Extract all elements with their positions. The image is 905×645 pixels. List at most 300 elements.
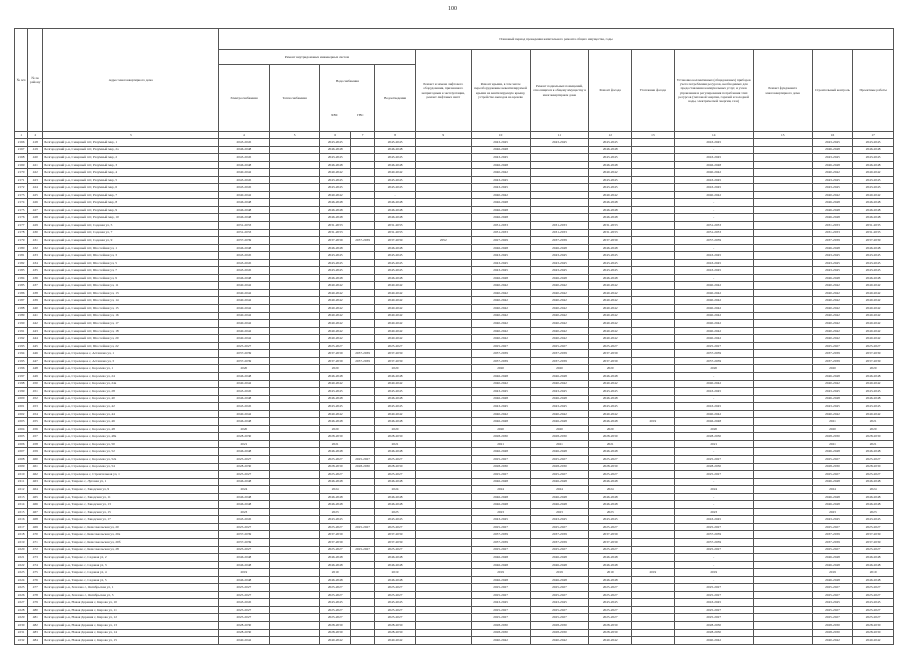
row-cell: 2025-2027 xyxy=(589,455,632,463)
row-cell: 2046-2048 xyxy=(530,576,589,584)
row-cell: 2043-2045 xyxy=(853,403,894,411)
row-cell xyxy=(415,554,471,562)
row-cell: 2025-2027 xyxy=(674,591,753,599)
row-cell: 2025-2027 xyxy=(812,584,853,592)
row-cell: 2040-2042 xyxy=(471,305,530,313)
row-cell: 2046-2048 xyxy=(219,214,270,222)
table-row xyxy=(15,448,894,456)
row-cell: 2040-2042 xyxy=(471,169,530,177)
row-cell: 2037-2039 xyxy=(812,237,853,245)
row-cell: 2043-2045 xyxy=(320,259,350,267)
row-cell: 2023 xyxy=(589,508,632,516)
table-row xyxy=(15,252,894,260)
row-cell: 2040-2042 xyxy=(530,320,589,328)
row-cell xyxy=(415,546,471,554)
row-cell: 2040-2042 xyxy=(812,297,853,305)
row-cell xyxy=(753,584,812,592)
row-cell: 2040-2042 xyxy=(530,312,589,320)
row-address: Белгородский р-н, Новая Деревня с, Кирова ул, 13 xyxy=(43,622,219,630)
row-cell: 2046-2048 xyxy=(471,274,530,282)
row-cell: 2037-2039 xyxy=(530,357,589,365)
row-cell: 2025-2027 xyxy=(589,606,632,614)
row-cell: 2046-2048 xyxy=(219,146,270,154)
row-cell: 2040-2042 xyxy=(530,297,589,305)
row-cell xyxy=(415,274,471,282)
row-cell: 2046-2048 xyxy=(812,554,853,562)
table-row xyxy=(15,599,894,607)
row-cell xyxy=(415,606,471,614)
row-cell: 2031-2033 xyxy=(375,222,416,230)
row-cell xyxy=(415,289,471,297)
row-cell: 2040-2042 xyxy=(589,312,632,320)
row-cell: 2046-2048 xyxy=(219,372,270,380)
row-cell: - xyxy=(674,199,753,207)
row-cell: 2028-2030 xyxy=(375,629,416,637)
row-address: Белгородский р-н, Северный пгт, Шоссейная ул, 18 xyxy=(43,327,219,335)
row-cell: 2046-2048 xyxy=(320,199,350,207)
row-cell: 2040-2042 xyxy=(589,191,632,199)
row-cell: 2046-2048 xyxy=(589,554,632,562)
row-cell: 2043-2045 xyxy=(375,267,416,275)
row-cell: - xyxy=(674,372,753,380)
row-cell: 2040-2042 xyxy=(219,320,270,328)
row-cell: 2043-2045 xyxy=(674,403,753,411)
row-cell xyxy=(632,274,675,282)
row-cell: 2046-2048 xyxy=(530,395,589,403)
row-cell: 2043-2045 xyxy=(853,516,894,524)
row-cell xyxy=(530,154,589,162)
row-cell: 2025-2027 xyxy=(219,591,270,599)
header-fund: Утепление фасада xyxy=(632,50,675,132)
row-cell xyxy=(632,388,675,396)
row-cell: 2028-2030 xyxy=(530,622,589,630)
column-number: 14 xyxy=(674,132,753,139)
row-cell: 2024 xyxy=(219,486,270,494)
table-row xyxy=(15,222,894,230)
row-cell xyxy=(350,259,374,267)
row-number: 2175 xyxy=(15,206,28,214)
row-cell xyxy=(415,252,471,260)
row-cell: 2028-2030 xyxy=(375,433,416,441)
row-cell: 2040-2042 xyxy=(853,169,894,177)
row-cell: 2046-2048 xyxy=(471,199,530,207)
row-cell: 2019 xyxy=(632,569,675,577)
row-address: Белгородский р-н, Северный пгт, Шоссейная ул, 9 xyxy=(43,274,219,282)
row-cell: 2040-2042 xyxy=(320,380,350,388)
row-district-number: 449 xyxy=(28,372,43,380)
row-cell: 2021 xyxy=(853,418,894,426)
row-cell: 2025-2027 xyxy=(589,591,632,599)
row-cell: 2040-2042 xyxy=(589,297,632,305)
row-cell: 2037-2039 xyxy=(674,237,753,245)
row-cell xyxy=(415,418,471,426)
row-cell xyxy=(350,199,374,207)
row-cell: 2046-2048 xyxy=(375,418,416,426)
row-number: 2221 xyxy=(15,554,28,562)
row-cell: 2043-2045 xyxy=(530,267,589,275)
row-cell xyxy=(269,274,320,282)
row-cell xyxy=(269,191,320,199)
row-cell xyxy=(350,222,374,230)
row-cell: 2043-2045 xyxy=(471,599,530,607)
row-cell: 2025-2027 xyxy=(219,342,270,350)
row-cell xyxy=(530,199,589,207)
row-cell: 2046-2048 xyxy=(375,146,416,154)
row-cell: 2043-2045 xyxy=(589,403,632,411)
row-cell: 2031-2033 xyxy=(589,222,632,230)
row-cell: 2046-2048 xyxy=(674,418,753,426)
row-cell: 2028-2030 xyxy=(674,463,753,471)
row-cell: 2031-2033 xyxy=(853,222,894,230)
row-cell: 2046-2048 xyxy=(812,214,853,222)
row-cell xyxy=(350,289,374,297)
row-cell: - xyxy=(674,395,753,403)
row-cell: - xyxy=(674,244,753,252)
row-cell xyxy=(350,312,374,320)
row-cell xyxy=(269,425,320,433)
header-n: № п/п xyxy=(15,29,28,132)
row-cell: 2046-2048 xyxy=(853,561,894,569)
row-cell xyxy=(415,229,471,237)
row-number: 2177 xyxy=(15,222,28,230)
row-cell: 2040-2042 xyxy=(375,289,416,297)
row-cell: 2043-2045 xyxy=(471,184,530,192)
table-row xyxy=(15,176,894,184)
row-cell: 2020 xyxy=(853,425,894,433)
row-cell xyxy=(415,614,471,622)
row-number: 2210 xyxy=(15,471,28,479)
row-address: Белгородский р-н, Таврово с, Заводская ул, 11 xyxy=(43,493,219,501)
row-cell: 2028-2030 xyxy=(471,463,530,471)
row-cell: 2040-2042 xyxy=(320,320,350,328)
row-cell xyxy=(350,206,374,214)
row-cell: 2040-2042 xyxy=(674,327,753,335)
row-cell: 2043-2045 xyxy=(530,516,589,524)
row-cell: 2025-2027 xyxy=(812,546,853,554)
row-cell: 2046-2048 xyxy=(375,501,416,509)
row-cell xyxy=(350,418,374,426)
row-cell: 2043-2045 xyxy=(219,599,270,607)
row-cell xyxy=(269,606,320,614)
row-cell: 2046-2048 xyxy=(853,478,894,486)
table-row xyxy=(15,388,894,396)
row-cell: 2028-2030 xyxy=(853,463,894,471)
row-district-number: 445 xyxy=(28,342,43,350)
row-cell: 2046-2048 xyxy=(530,561,589,569)
row-cell: 2037-2039 xyxy=(375,531,416,539)
row-address: Белгородский р-н, Таврово с, Заводская ул, 9 xyxy=(43,486,219,494)
row-cell: 2025-2027 xyxy=(674,523,753,531)
row-cell xyxy=(632,320,675,328)
row-cell xyxy=(753,229,812,237)
row-cell xyxy=(415,154,471,162)
row-district-number: 458 xyxy=(28,440,43,448)
row-number: 2213 xyxy=(15,493,28,501)
row-number: 2201 xyxy=(15,403,28,411)
row-cell xyxy=(530,161,589,169)
row-cell: 2020 xyxy=(320,425,350,433)
row-cell: 2021 xyxy=(530,440,589,448)
row-cell xyxy=(753,606,812,614)
row-cell: 2043-2045 xyxy=(812,259,853,267)
row-cell xyxy=(415,342,471,350)
row-cell: 2019 xyxy=(375,569,416,577)
row-address: Белгородский р-н, Стрелецкое с, Асташова ул, 1 xyxy=(43,350,219,358)
row-number: 2172 xyxy=(15,184,28,192)
table-row xyxy=(15,576,894,584)
row-cell: 2043-2045 xyxy=(530,599,589,607)
row-cell xyxy=(415,365,471,373)
row-cell: 2046-2048 xyxy=(853,199,894,207)
row-cell: 2040-2042 xyxy=(589,289,632,297)
row-address: Белгородский р-н, Стрелецкое с, Королева ул, 44 xyxy=(43,410,219,418)
row-cell: 2040-2042 xyxy=(589,410,632,418)
row-cell xyxy=(350,471,374,479)
row-cell xyxy=(753,637,812,645)
table-row xyxy=(15,237,894,245)
row-number: 2219 xyxy=(15,538,28,546)
row-cell xyxy=(415,184,471,192)
row-number: 2168 xyxy=(15,154,28,162)
row-cell: 2040-2042 xyxy=(471,410,530,418)
row-cell: 2020 xyxy=(471,365,530,373)
row-number: 2195 xyxy=(15,357,28,365)
row-cell: 2037-2039 xyxy=(589,538,632,546)
row-cell xyxy=(632,259,675,267)
row-cell xyxy=(415,410,471,418)
row-cell: 2040-2042 xyxy=(375,312,416,320)
row-cell: 2024 xyxy=(471,486,530,494)
table-row xyxy=(15,614,894,622)
row-cell: 2025-2027 xyxy=(471,614,530,622)
row-cell xyxy=(415,440,471,448)
row-cell: 2043-2045 xyxy=(812,599,853,607)
row-cell: 2019 xyxy=(471,569,530,577)
row-cell: 2043-2045 xyxy=(471,139,530,147)
row-cell: 2046-2048 xyxy=(589,501,632,509)
row-cell: 2040-2042 xyxy=(375,637,416,645)
row-district-number: 452 xyxy=(28,395,43,403)
row-cell: 2040-2042 xyxy=(812,282,853,290)
row-cell xyxy=(753,184,812,192)
row-cell xyxy=(632,629,675,637)
row-cell: 2028-2030 xyxy=(471,622,530,630)
row-cell xyxy=(632,267,675,275)
row-cell: - xyxy=(674,214,753,222)
row-cell: 2025-2027 xyxy=(530,471,589,479)
row-cell: 2040-2042 xyxy=(219,282,270,290)
row-cell: 2040-2042 xyxy=(853,305,894,313)
row-cell: 2046-2048 xyxy=(375,448,416,456)
row-address: Белгородский р-н, Северный пгт, Разумный мкр, 1 xyxy=(43,139,219,147)
row-cell xyxy=(753,342,812,350)
column-number: 10 xyxy=(471,132,530,139)
row-cell xyxy=(350,478,374,486)
header-facade: Ремонт фасада xyxy=(589,50,632,132)
row-cell: 2046-2048 xyxy=(320,146,350,154)
row-cell: 2046-2048 xyxy=(674,161,753,169)
row-cell: 2025-2027 xyxy=(375,455,416,463)
table-row xyxy=(15,259,894,267)
row-cell: 2046-2048 xyxy=(589,244,632,252)
row-cell xyxy=(415,305,471,313)
row-district-number: 419 xyxy=(28,146,43,154)
row-cell xyxy=(632,222,675,230)
row-cell xyxy=(632,546,675,554)
row-cell xyxy=(269,365,320,373)
row-cell: 2037-2039 xyxy=(219,350,270,358)
row-cell xyxy=(415,259,471,267)
row-cell: 2023 xyxy=(853,508,894,516)
row-cell: 2040-2042 xyxy=(471,191,530,199)
row-cell: 2043-2045 xyxy=(471,403,530,411)
row-cell: 2046-2048 xyxy=(320,161,350,169)
column-number: 5 xyxy=(269,132,320,139)
row-district-number: 435 xyxy=(28,267,43,275)
row-cell xyxy=(415,199,471,207)
row-cell xyxy=(415,516,471,524)
row-cell xyxy=(753,425,812,433)
row-cell xyxy=(632,342,675,350)
row-address: Белгородский р-н, Северный пгт, Садовая ул, 5 xyxy=(43,222,219,230)
row-cell: 2025-2027 xyxy=(589,342,632,350)
row-cell xyxy=(632,289,675,297)
table-row xyxy=(15,297,894,305)
row-cell: 2028-2030 xyxy=(375,622,416,630)
row-cell xyxy=(632,191,675,199)
table-row xyxy=(15,199,894,207)
row-number: 2205 xyxy=(15,433,28,441)
row-district-number: 470 xyxy=(28,531,43,539)
row-district-number: 471 xyxy=(28,538,43,546)
row-number: 2189 xyxy=(15,312,28,320)
row-cell: 2046-2048 xyxy=(219,501,270,509)
row-cell xyxy=(350,244,374,252)
table-row xyxy=(15,546,894,554)
header-meters: Установка коллективных (общедомовых) приборов учета потребления ресурсов, необходимых для предоставления коммунальных услуг, и узлов управления и регулирования потребления этих ресурсов (тепловой энергии, горячей и холодной воды, электрической энергии, газа) xyxy=(674,50,753,132)
row-cell: 2019 xyxy=(589,569,632,577)
row-cell: 2040-2042 xyxy=(674,289,753,297)
table-row xyxy=(15,538,894,546)
row-cell: 2043-2045 xyxy=(471,252,530,260)
row-cell xyxy=(415,448,471,456)
row-cell: 2043-2045 xyxy=(530,259,589,267)
row-district-number: 461 xyxy=(28,463,43,471)
row-cell xyxy=(350,365,374,373)
row-number: 2202 xyxy=(15,410,28,418)
row-district-number: 460 xyxy=(28,455,43,463)
row-district-number: 476 xyxy=(28,576,43,584)
row-cell: 2046-2048 xyxy=(320,206,350,214)
row-cell xyxy=(415,335,471,343)
row-cell: 2040-2042 xyxy=(320,327,350,335)
row-cell: 2040-2042 xyxy=(471,380,530,388)
row-cell: 2028-2030 xyxy=(320,433,350,441)
header-design: Проектные работы xyxy=(853,50,894,132)
row-cell xyxy=(530,191,589,199)
row-address: Белгородский р-н, Северный пгт, Разумный мкр, 5 xyxy=(43,176,219,184)
row-cell: 2020 xyxy=(219,425,270,433)
row-cell: 2025-2027 xyxy=(350,455,374,463)
row-cell: 2037-2039 xyxy=(853,237,894,245)
row-cell xyxy=(269,516,320,524)
row-cell: 2025-2027 xyxy=(853,546,894,554)
row-cell: 2046-2048 xyxy=(320,372,350,380)
row-cell: 2028-2030 xyxy=(589,433,632,441)
row-cell: 2040-2042 xyxy=(219,305,270,313)
row-number: 2192 xyxy=(15,335,28,343)
row-cell xyxy=(415,531,471,539)
row-cell: 2023 xyxy=(530,508,589,516)
row-cell: 2037-2039 xyxy=(589,237,632,245)
row-cell xyxy=(415,569,471,577)
row-cell xyxy=(350,342,374,350)
row-cell: 2031-2033 xyxy=(320,222,350,230)
row-cell: 2031-2033 xyxy=(530,229,589,237)
row-cell xyxy=(269,554,320,562)
row-cell xyxy=(753,448,812,456)
row-cell: 2043-2045 xyxy=(375,388,416,396)
row-number: 2198 xyxy=(15,380,28,388)
row-cell xyxy=(350,554,374,562)
row-cell: 2046-2048 xyxy=(530,554,589,562)
row-cell xyxy=(632,380,675,388)
row-cell: 2028-2030 xyxy=(219,622,270,630)
row-cell: 2024 xyxy=(320,486,350,494)
row-address: Белгородский р-н, Стрелецкое с, Королева ул, 48 xyxy=(43,425,219,433)
row-number: 2203 xyxy=(15,418,28,426)
row-cell xyxy=(753,146,812,154)
row-address: Белгородский р-н, Стрелецкое с, Строительная ул, 1 xyxy=(43,471,219,479)
row-cell: 2043-2045 xyxy=(674,252,753,260)
row-cell: 2043-2045 xyxy=(853,176,894,184)
row-cell xyxy=(350,267,374,275)
row-cell: 2046-2048 xyxy=(320,554,350,562)
row-cell xyxy=(350,629,374,637)
column-number: 15 xyxy=(753,132,812,139)
row-cell xyxy=(269,448,320,456)
row-cell xyxy=(753,546,812,554)
row-cell: 2040-2042 xyxy=(812,327,853,335)
row-cell: 2028-2030 xyxy=(812,433,853,441)
row-cell: 2025-2027 xyxy=(853,455,894,463)
row-cell xyxy=(415,297,471,305)
table-row xyxy=(15,282,894,290)
row-cell: 2043-2045 xyxy=(589,516,632,524)
row-number: 2227 xyxy=(15,599,28,607)
row-cell: 2025-2027 xyxy=(320,614,350,622)
row-cell xyxy=(269,327,320,335)
row-cell: 2020 xyxy=(589,425,632,433)
row-number: 2218 xyxy=(15,531,28,539)
row-cell xyxy=(753,569,812,577)
row-cell: 2024 xyxy=(589,486,632,494)
row-address: Белгородский р-н, Новая Деревня с, Кирова ул, 12 xyxy=(43,614,219,622)
row-cell: 2043-2045 xyxy=(812,139,853,147)
table-row xyxy=(15,403,894,411)
table-row xyxy=(15,561,894,569)
row-cell: 2025-2027 xyxy=(471,584,530,592)
row-cell: 2040-2042 xyxy=(471,297,530,305)
table-row xyxy=(15,305,894,313)
row-cell xyxy=(632,501,675,509)
row-cell: 2037-2039 xyxy=(530,237,589,245)
row-cell xyxy=(753,252,812,260)
row-cell: 2043-2045 xyxy=(219,176,270,184)
row-cell: 2043-2045 xyxy=(320,599,350,607)
row-cell: 2031-2033 xyxy=(320,229,350,237)
row-cell xyxy=(269,471,320,479)
